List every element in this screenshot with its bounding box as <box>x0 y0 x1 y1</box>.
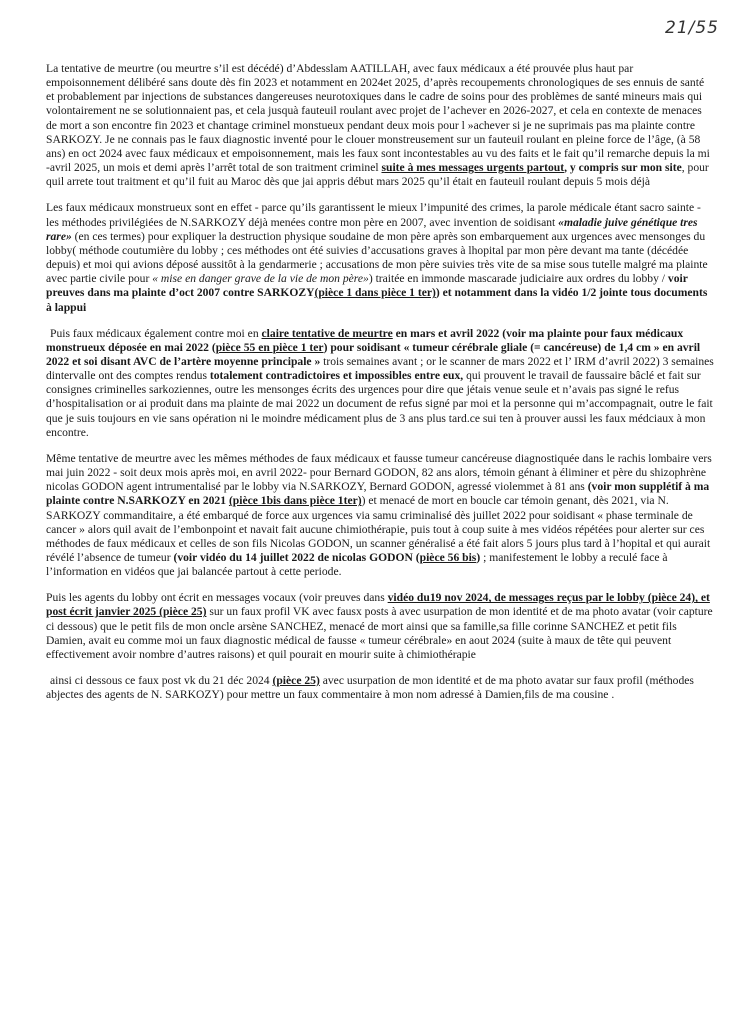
paragraph-aatillah <box>46 62 714 189</box>
page-number: 21/55 <box>665 18 719 38</box>
text-segment: (pièce 1bis dans pièce 1ter) <box>228 494 362 508</box>
text-segment: avec usurpation de mon identité et de ma photo avatar sur faux profil (méthodes abjectes des agents de N. SARKOZY) pour mettre un faux commentaire à mon nom adressé à Damien,fils de ma cousine . <box>46 674 694 702</box>
text-segment: claire tentative de meurtre <box>261 326 393 340</box>
text-segment: Puis les agents du lobby ont écrit en messages vocaux (voir preuves dans <box>46 591 388 605</box>
text-segment: voir preuves dans ma plainte d’oct 2007 contre SARKOZY <box>46 272 688 300</box>
paragraph-father-2007 <box>46 201 714 314</box>
document-body <box>46 62 714 714</box>
text-segment: suite à mes messages urgents partout <box>381 161 565 175</box>
text-segment: , pour quil arrete tout traitment et qu’il fuit au Maroc dès que jai appris début mars 2025 qu’il était en fauteuil roulant depuis 5 mois déjà <box>46 161 709 189</box>
paragraph-self-2022 <box>46 327 714 440</box>
text-segment: ainsi ci dessous ce faux post vk du 21 déc 2024 <box>50 674 273 688</box>
text-segment: Puis faux médicaux également contre moi en <box>50 326 262 340</box>
text-segment: ) traitée en immonde mascarade judiciaire aux ordres du lobby / <box>368 272 668 286</box>
text-segment: (voir vidéo du 14 juillet 2022 de nicolas GODON ( <box>173 551 420 564</box>
paragraph-godon <box>46 452 714 579</box>
text-segment: (en ces termes) pour expliquer la destruction physique soudaine de mon père après son embarquement aux urgences avec mensonges du lobby( méthode coutumière du lobby ; ces méthodes ont été suivies d’accusations graves à lhopital par mon père devant ma tante (décédée depuis) et moi qui avions déposé aussitôt à la gendarmerie ; accusations de mon père suivies très vite de sa mise sous tutelle malgré ma plainte avec partie civile pour <box>46 229 708 286</box>
text-segment: vidéo du19 nov 2024, de messages reçus par le lobby (pièce 24), et post écrit janvier 2025 (pièce 25) <box>46 591 710 619</box>
text-segment: « mise en danger grave de la vie de mon père» <box>152 272 369 286</box>
paragraph-vk-messages <box>46 591 714 662</box>
text-segment: qui prouvent le travail de faussaire bâclé et fait sur consignes criminelles sarkoziennes, outre les mensonges écrits des urgences pour dire que jétais venue seule et n’avais pas signé le refus d’hospitalisation or ai produit dans ma plainte de mai 2022 un document de refus signé par moi et la personne qui m’accompagnait, outre le fait que je suis toujours en vie sans opération ni le moindre médicament plus de 3 ans plus tard.ce sui ten à prouver aussi les faux médciaux à mon encontre. <box>46 369 713 439</box>
text-segment: Les faux médicaux monstrueux sont en effet - parce qu’ils garantissent le mieux l’impunité des crimes, la parole médicale étant sacro sainte - les méthodes privilégiées de N.SARKOZY déjà menées contre mon père en 2007, avec invention de soidisant <box>46 201 701 229</box>
text-segment: La tentative de meurtre (ou meurtre s’il est décédé) d’Abdesslam AATILLAH, avec faux médicaux a été prouvée plus haut par empoisonnement délibéré sans doute dès fin 2023 et notamment en 2024et 2025, d’après recoupements chronologiques de ses ennuis de santé et probablement par injections de substances dangereuses neurotoxiques dans le cadre de soins pour des problèmes de santé mineurs mais qui volontairement ne se solutionnaient pas, et cela jusquà fauteuil roulant avec projet de l’achever en 2026-2027, et cela en contexte de menaces de mort a son encontre fin 2023 et chantage criminel monstueux pendant deux mois pour l »achever si je ne suprimais pas ma plainte contre SARKOZY. Je ne connais pas le faux diagnostic inventé pour le clouer monstreusement sur un fauteuil roulant en pleine force de l’âge, (à 58 ans) en oct 2024 avec faux médicaux et empoisonnement, mais les faux sont incontestables au vu des faits et le fait qu’il remarche depuis la mi -avril 2025, un mois et demi après l’arrêt total de son traitment criminel <box>46 62 710 175</box>
text-segment: totalement contradictoires et impossibles entre eux, <box>209 369 464 383</box>
text-segment: (voir mon supplétif à ma plainte contre N.SARKOZY en 2021 <box>46 480 710 508</box>
text-segment: sur un faux profil VK avec fausx posts à avec usurpation de mon identité et de ma photo avatar (voir capture ci dessous) que le petit fils de mon oncle arsène SANCHEZ, menacé de mort ainsi que sa famille,sa fille corinne SANCHEZ et petit fils Damien, avait eu comme moi un faux diagnostic médical de fausse « tumeur cérébrale» en aout 2024 (suite à maux de tête qui peuvent effectivement avoir nombre d’autres raisons) et quil pourait en mourir suite à chimiothérapie <box>46 605 713 661</box>
text-segment: ) et notamment dans la vidéo 1/2 jointe tous documents à lappui <box>46 286 708 314</box>
text-segment: ) <box>476 551 481 564</box>
text-segment: «maladie juive génétique tres rare» <box>46 215 698 243</box>
text-segment: en mars et avril 2022 (voir ma plainte pour faux médicaux monstrueux déposée en mai 2022 ( <box>46 326 684 354</box>
text-segment: , y compris sur mon site <box>564 161 682 175</box>
text-segment: (pièce 1 dans pièce 1 ter) <box>314 286 436 300</box>
text-segment: trois semaines avant ; or le scanner de mars 2022 et l’ IRM d’avril 2022) 3 semaines dintervalle ont des comptes rendus <box>46 354 714 383</box>
paragraph-vk-post <box>46 674 714 702</box>
text-segment: pièce 56 bis <box>419 551 477 564</box>
text-segment: Même tentative de meurtre avec les mêmes méthodes de faux médicaux et fausse tumeur cancéreuse diagnostiquée dans le rachis lombaire vers mai juin 2022 - soit deux mois après moi, en avril 2022- pour Bernard GODON, 82 ans alors, témoin génant à éliminer et père du shizophrène nicolas GODON agent intrumentalisé par le lobby via N.SARKOZY, Bernard GODON, agressé violemmet à 81 ans <box>46 451 712 494</box>
text-segment: (pièce 25) <box>272 674 320 688</box>
text-segment: ) et menacé de mort en boucle car témoin genant, dès 2021, via N. SARKOZY commanditaire, a été embarqué de force aux urgences via samu criminalisé dès juillet 2022 pour soidisant « phase terminale de cancer » alors quil avait de l’embonpoint et navait fait aucune chimiothérapie, puis tout à coup suite à mes vidéos répétées pour alerter sur ces méthodes de faux médicaux et celles de son fils Nicolas GODON, un scanner généralisé a été fait alors 5 jours plus tard à l’hopital et qui aurait révélé l’absence de tumeur <box>46 494 711 564</box>
text-segment: pièce 55 en pièce 1 ter <box>215 340 324 354</box>
text-segment: ) pour soidisant « tumeur cérébrale gliale (= cancéreuse) de 1,4 cm » en avril 2022 et soi disant AVC de l’artère moyenne principale » <box>46 340 701 368</box>
text-segment: ; manifestement le lobby a reculé face à l’information en vidéos que jai balancée partout à cette periode. <box>46 551 668 579</box>
